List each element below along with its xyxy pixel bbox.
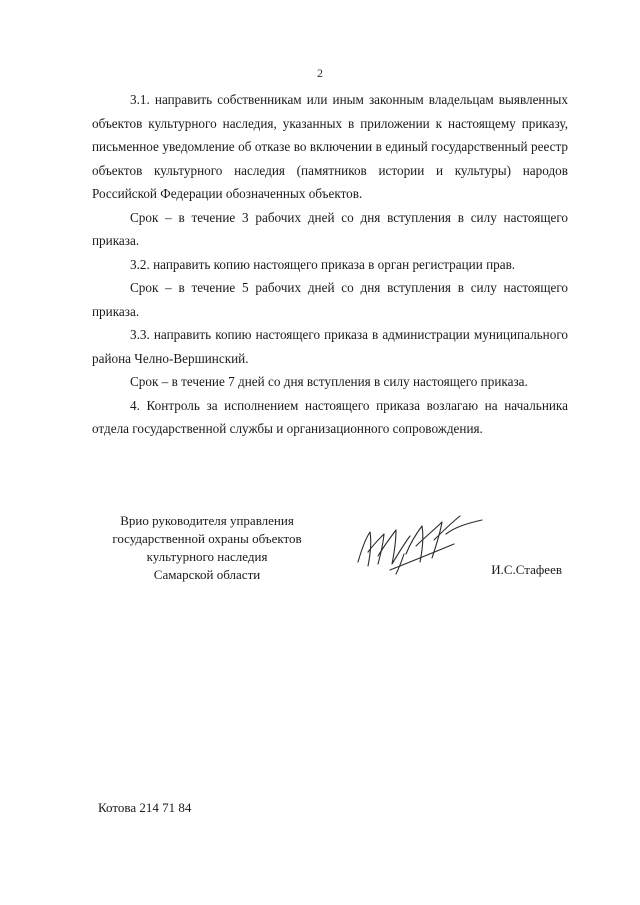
signature-block (92, 512, 568, 592)
signatory-title-line: государственной охраны объектов (112, 531, 302, 546)
paragraph-3-3: 3.3. направить копию настоящего приказа в администрации муниципального района Челно-Вершинский. (92, 327, 568, 366)
paragraph-4: 4. Контроль за исполнением настоящего приказа возлагаю на начальника отдела государственной службы и организационного сопровождения. (92, 397, 568, 436)
paragraph-3-1: 3.1. направить собственникам или иным законным владельцам выявленных объектов культурного наследия, указанных в приложении к настоящему приказу, письменное уведомление об отказе во включении в единый государственный реестр объектов культурного наследия (памятников истории и культуры) народов Российской Федерации обозначенных объектов. (92, 92, 568, 201)
paragraph-3-2: 3.2. направить копию настоящего приказа в орган регистрации прав. (130, 256, 516, 272)
handwritten-signature (350, 504, 490, 580)
paragraph-deadline-2: Срок – в течение 5 рабочих дней со дня вступления в силу настоящего приказа. (92, 280, 568, 319)
signatory-title-line: Самарской области (153, 567, 261, 582)
signatory-title-line: культурного наследия (146, 549, 268, 564)
page-number: 2 (317, 66, 323, 80)
paragraph-deadline-1: Срок – в течение 3 рабочих дней со дня вступления в силу настоящего приказа. (92, 209, 568, 248)
signatory-title-line: Врио руководителя управления (120, 513, 294, 528)
signatory-title (100, 512, 314, 584)
paragraph-deadline-3: Срок – в течение 7 дней со дня вступления в силу настоящего приказа. (130, 374, 528, 389)
executor-contact: Котова 214 71 84 (98, 800, 192, 815)
signatory-name: И.С.Стафеев (491, 562, 562, 577)
body-text (92, 88, 568, 441)
